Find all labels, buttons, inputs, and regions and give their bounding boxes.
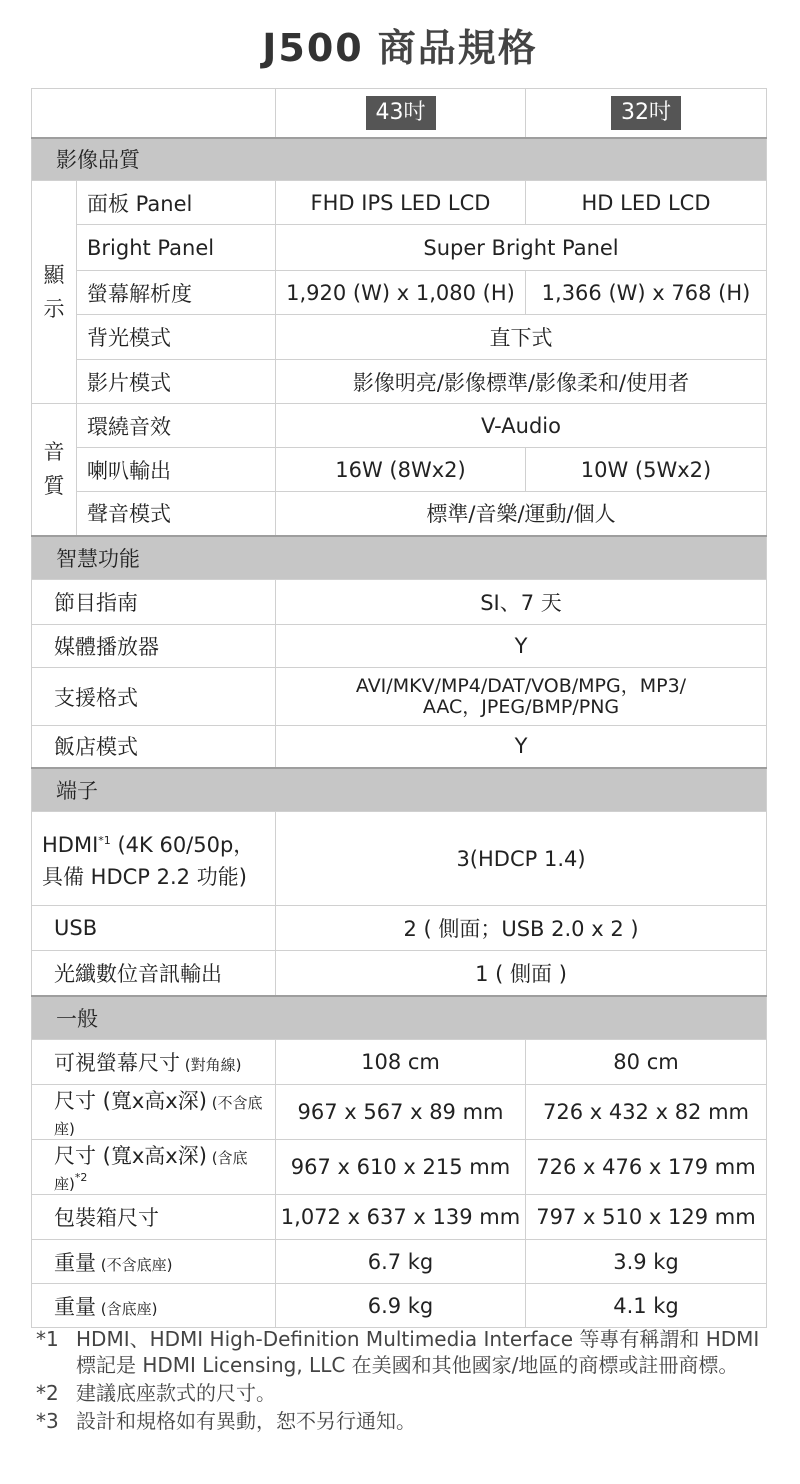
row-label: 包裝箱尺寸 — [32, 1195, 276, 1240]
cell-shared: SI、7 天 — [276, 580, 767, 625]
row-label: 媒體播放器 — [32, 625, 276, 668]
cell-shared: Y — [276, 625, 767, 668]
cell-43: 1,072 x 637 x 139 mm — [276, 1195, 526, 1240]
row-label: 尺寸 (寬x高x深) (含底座)$^{*2}$ — [32, 1140, 276, 1195]
cell-43: 6.7 kg — [276, 1240, 526, 1284]
row-label: 尺寸 (寬x高x深) (不含底座) — [32, 1085, 276, 1140]
cell-shared: 3(HDCP 1.4) — [276, 812, 767, 906]
cell-32: 4.1 kg — [526, 1284, 767, 1328]
footnotes — [36, 1326, 776, 1436]
table-row — [32, 580, 767, 625]
section-row — [32, 768, 767, 812]
header-empty-cell — [32, 89, 276, 138]
hdmi-label: HDMI$^{*1}$ (4K 60/50p， 具備 HDCP 2.2 功能) — [32, 812, 276, 906]
table-row — [32, 404, 767, 448]
cell-43: 108 cm — [276, 1040, 526, 1085]
cell-shared: 直下式 — [276, 315, 767, 360]
footnote-3: *3 設計和規格如有異動，恕不另行通知。 — [36, 1409, 416, 1433]
cell-shared: 2 ( 側面；USB 2.0 x 2 ) — [276, 906, 767, 951]
cell-shared — [276, 668, 767, 726]
section-image-quality: 影像品質 — [32, 138, 767, 181]
row-label: 螢幕解析度 — [77, 271, 276, 315]
row-label: 面板 Panel — [77, 181, 276, 225]
formats-line-1: AVI/MKV/MP4/DAT/VOB/MPG，MP3/ — [355, 674, 687, 697]
footnote-1: *1 HDMI、HDMI High-Definition Multimedia Interface 等專有稱謂和 HDMI 標記是 HDMI Licensing, LLC 在美國和其他國家/地區的商標或註冊商標。 — [36, 1327, 760, 1377]
table-row — [32, 951, 767, 996]
table-row — [32, 271, 767, 315]
cell-43: 16W (8Wx2) — [276, 448, 526, 492]
row-label: 節目指南 — [32, 580, 276, 625]
table-row — [32, 906, 767, 951]
cell-43: 1,920 (W) x 1,080 (H) — [276, 271, 526, 315]
model-name: J500 — [262, 26, 364, 70]
table-row — [32, 225, 767, 271]
cell-43: 967 x 610 x 215 mm — [276, 1140, 526, 1195]
row-label: USB — [32, 906, 276, 951]
table-row — [32, 1040, 767, 1085]
size-badge-32: 32吋 — [611, 96, 681, 130]
cell-shared: Y — [276, 726, 767, 768]
section-smart: 智慧功能 — [32, 536, 767, 580]
table-row — [32, 1284, 767, 1328]
table-row — [32, 1140, 767, 1195]
table-row — [32, 181, 767, 225]
footnote-2: *2 建議底座款式的尺寸。 — [36, 1381, 276, 1405]
cell-shared: 1 ( 側面 ) — [276, 951, 767, 996]
table-row — [32, 625, 767, 668]
row-label: 飯店模式 — [32, 726, 276, 768]
row-label: 支援格式 — [32, 668, 276, 726]
cell-32: 3.9 kg — [526, 1240, 767, 1284]
row-label: 重量 (不含底座) — [32, 1240, 276, 1284]
cell-shared: 標準/音樂/運動/個人 — [276, 492, 767, 536]
header-43 — [276, 89, 526, 138]
cell-32: 797 x 510 x 129 mm — [526, 1195, 767, 1240]
section-row — [32, 138, 767, 181]
section-general: 一般 — [32, 996, 767, 1040]
section-row — [32, 536, 767, 580]
section-row — [32, 996, 767, 1040]
table-row — [32, 1195, 767, 1240]
section-ports: 端子 — [32, 768, 767, 812]
table-row — [32, 315, 767, 360]
row-label: 背光模式 — [77, 315, 276, 360]
table-row — [32, 448, 767, 492]
audio-side-label: 音 質 — [32, 404, 77, 536]
table-row — [32, 812, 767, 906]
row-label: 聲音模式 — [77, 492, 276, 536]
row-label: 可視螢幕尺寸 (對角線) — [32, 1040, 276, 1085]
table-row — [32, 726, 767, 768]
row-label: 重量 (含底座) — [32, 1284, 276, 1328]
row-label: 影片模式 — [77, 360, 276, 404]
spec-table — [31, 88, 767, 1328]
title-text: 商品規格 — [377, 26, 538, 70]
row-label: 環繞音效 — [77, 404, 276, 448]
cell-32: 726 x 476 x 179 mm — [526, 1140, 767, 1195]
table-row — [32, 1085, 767, 1140]
cell-shared: Super Bright Panel — [276, 225, 767, 271]
cell-43: 967 x 567 x 89 mm — [276, 1085, 526, 1140]
row-label: 光纖數位音訊輸出 — [32, 951, 276, 996]
page-title — [0, 20, 800, 76]
cell-32: HD LED LCD — [526, 181, 767, 225]
cell-32: 10W (5Wx2) — [526, 448, 767, 492]
header-32 — [526, 89, 767, 138]
size-badge-43: 43吋 — [366, 96, 436, 130]
cell-32: 1,366 (W) x 768 (H) — [526, 271, 767, 315]
table-row — [32, 668, 767, 726]
cell-32: 80 cm — [526, 1040, 767, 1085]
cell-43: 6.9 kg — [276, 1284, 526, 1328]
row-label: Bright Panel — [77, 225, 276, 271]
row-label: 喇叭輸出 — [77, 448, 276, 492]
formats-line-2: AAC，JPEG/BMP/PNG — [422, 695, 620, 718]
cell-shared: V-Audio — [276, 404, 767, 448]
table-row — [32, 360, 767, 404]
cell-43: FHD IPS LED LCD — [276, 181, 526, 225]
table-row — [32, 492, 767, 536]
table-row — [32, 1240, 767, 1284]
display-side-label: 顯 示 — [32, 181, 77, 404]
cell-32: 726 x 432 x 82 mm — [526, 1085, 767, 1140]
cell-shared: 影像明亮/影像標準/影像柔和/使用者 — [276, 360, 767, 404]
header-row — [32, 89, 767, 138]
